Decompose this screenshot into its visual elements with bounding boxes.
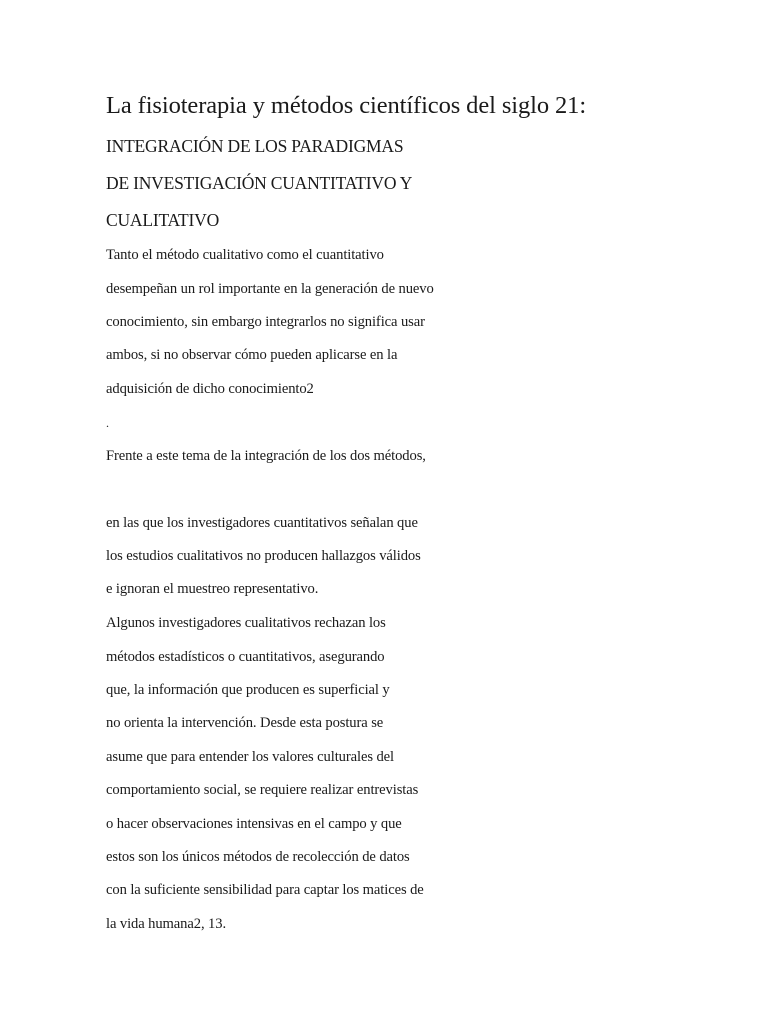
paragraph-line: e ignoran el muestreo representativo. <box>106 581 319 597</box>
stray-period: . <box>106 416 109 430</box>
paragraph-line: métodos estadísticos o cuantitativos, asegurando <box>106 649 385 665</box>
paragraph-line: comportamiento social, se requiere realizar entrevistas <box>106 782 419 798</box>
subheading-line: DE INVESTIGACIÓN CUANTITATIVO Y <box>106 173 413 193</box>
paragraph-line: Tanto el método cualitativo como el cuantitativo <box>106 247 384 263</box>
paragraph-line: adquisición de dicho conocimiento2 <box>106 381 314 397</box>
paragraph-line: Algunos investigadores cualitativos rechazan los <box>106 615 386 631</box>
paragraph-line: asume que para entender los valores culturales del <box>106 749 394 765</box>
paragraph-line: Frente a este tema de la integración de los dos métodos, <box>106 448 426 464</box>
paragraph-line: no orienta la intervención. Desde esta postura se <box>106 715 384 731</box>
subheading-line: INTEGRACIÓN DE LOS PARADIGMAS <box>106 136 404 156</box>
paragraph-line: con la suficiente sensibilidad para captar los matices de <box>106 882 424 898</box>
paragraph-line: desempeñan un rol importante en la generación de nuevo <box>106 281 434 297</box>
subheading-line: CUALITATIVO <box>106 210 220 230</box>
paragraph-line: que, la información que producen es superficial y <box>106 682 390 698</box>
paragraph-line: conocimiento, sin embargo integrarlos no significa usar <box>106 314 425 330</box>
paragraph-line: en las que los investigadores cuantitativos señalan que <box>106 515 418 531</box>
paragraph-line: estos son los únicos métodos de recolección de datos <box>106 849 410 865</box>
paragraph-line: ambos, si no observar cómo pueden aplicarse en la <box>106 347 398 363</box>
paragraph-line: o hacer observaciones intensivas en el campo y que <box>106 816 402 832</box>
paragraph-line: la vida humana2, 13. <box>106 916 226 932</box>
document-title: La fisioterapia y métodos científicos del siglo 21: <box>106 92 587 119</box>
paragraph-line: los estudios cualitativos no producen hallazgos válidos <box>106 548 421 564</box>
